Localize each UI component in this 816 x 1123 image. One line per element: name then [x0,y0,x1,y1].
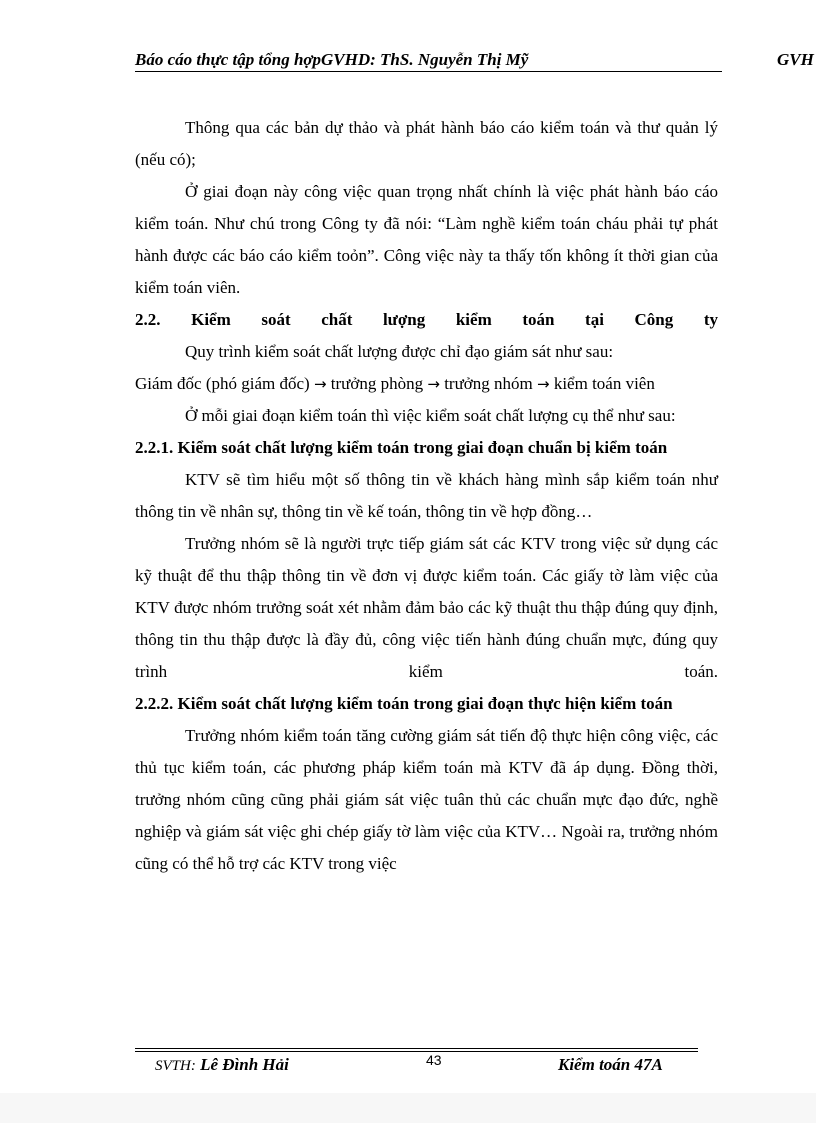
section-heading-2-2: 2.2. Kiểm soát chất lượng kiểm toán tại Công ty [135,310,718,329]
footer-rule-top [135,1048,698,1049]
flow-step-director: Giám đốc (phó giám đốc) [135,374,310,393]
flow-step-auditor: kiểm toán viên [553,374,655,393]
paragraph-6: Trưởng nhóm sẽ là người trực tiếp giám sát các KTV trong việc sử dụng các kỹ thuật để thu thập thông tin về đơn vị được kiểm toán. Các giấy tờ làm việc của KTV được nhóm trưởng soát xét nhằm đảm bảo các kỹ thuật thu thập đúng quy định, thông tin thu thập được là đầy đủ, công việc tiến hành đúng chuẩn mực, đúng quy trình kiểm toán. [135,534,718,681]
header-rule [135,71,722,72]
footer-rule-bottom [135,1051,698,1052]
footer-class: Kiểm toán 47A [558,1055,663,1074]
flow-step-team-leader: trưởng nhóm [444,374,533,393]
arrow-right-icon: → [427,375,440,393]
page-header [135,50,816,70]
footer-student-label: SVTH: [155,1058,196,1074]
paragraph-1: Thông qua các bản dự thảo và phát hành báo cáo kiểm toán và thư quản lý (nếu có); [135,118,718,169]
paragraph-4: Ở mỗi giai đoạn kiểm toán thì việc kiểm soát chất lượng cụ thể như sau: [185,406,676,425]
viewer-bottom-strip [0,1093,816,1123]
page-number: 43 [426,1052,442,1068]
section-heading-2-2-1: 2.2.1. Kiểm soát chất lượng kiểm toán trong giai đoạn chuẩn bị kiểm toán [135,438,668,457]
arrow-right-icon: → [313,375,327,393]
footer-student-name: Lê Đình Hải [200,1055,289,1074]
header-overflow-text: GVH [777,50,814,69]
paragraph-3: Quy trình kiểm soát chất lượng được chỉ đạo giám sát như sau: [185,342,614,361]
section-heading-2-2-2: 2.2.2. Kiểm soát chất lượng kiểm toán trong giai đoạn thực hiện kiểm toán [135,694,673,713]
paragraph-2: Ở giai đoạn này công việc quan trọng nhất chính là việc phát hành báo cáo kiểm toán. Như chú trong Công ty đã nói: “Làm nghề kiểm toán cháu phải tự phát hành được các báo cáo kiểm toỏn”. Công việc này ta thấy tốn không ít thời gian của kiểm toán viên. [135,182,718,297]
flow-step-department-head: trưởng phòng [330,374,424,393]
arrow-right-icon: → [537,375,550,393]
paragraph-5: KTV sẽ tìm hiểu một số thông tin về khách hàng mình sắp kiểm toán như thông tin về nhân sự, thông tin về kế toán, thông tin về hợp đồng… [135,470,718,521]
footer-student [155,1055,289,1075]
header-title: Báo cáo thực tập tổng hợpGVHD: ThS. Nguyễn Thị Mỹ [135,50,529,69]
control-flow [135,368,718,400]
paragraph-7: Trưởng nhóm kiểm toán tăng cường giám sát tiến độ thực hiện công việc, các thủ tục kiểm toán, các phương pháp kiểm toán mà KTV đã áp dụng. Đồng thời, trưởng nhóm cũng cũng phải giám sát việc tuân thủ các chuẩn mực đạo đức, nghề nghiệp và giám sát việc ghi chép giấy tờ làm việc của KTV… Ngoài ra, trưởng nhóm cũng có thể hỗ trợ các KTV trong việc [135,726,718,873]
document-body [135,112,718,880]
